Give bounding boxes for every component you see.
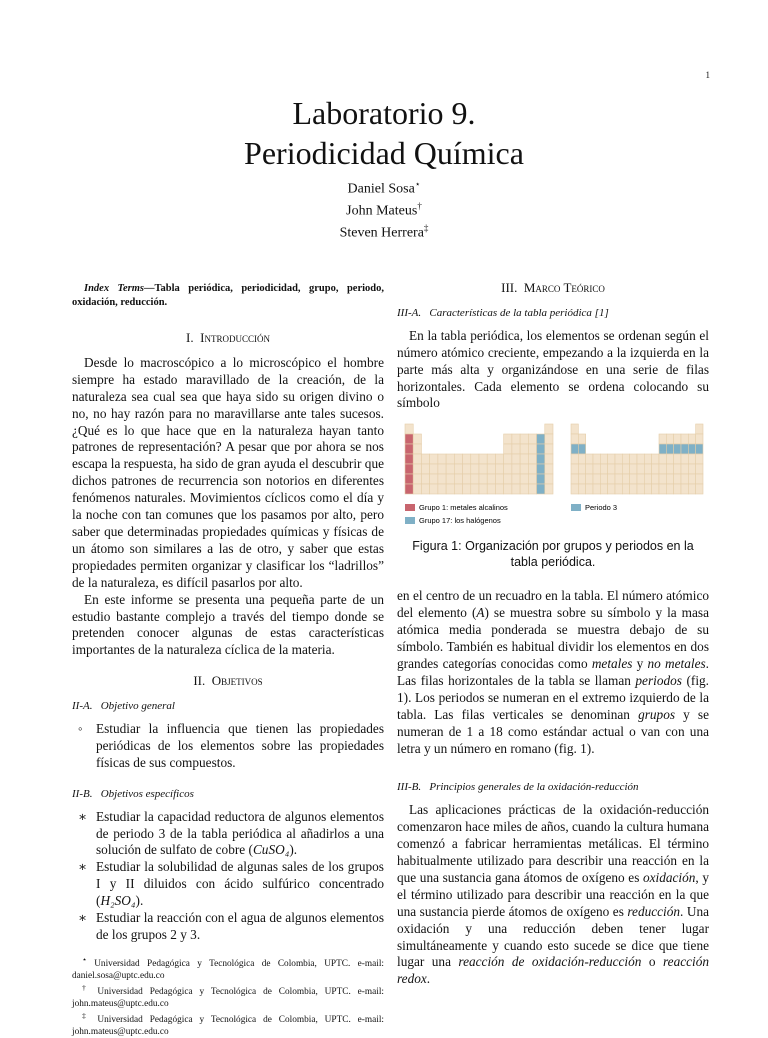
- table-cell: [504, 484, 512, 494]
- table-cell: [615, 474, 622, 484]
- table-cell: [666, 444, 673, 454]
- table-cell: [586, 474, 593, 484]
- table-cell: [512, 484, 520, 494]
- table-cell: [652, 464, 659, 474]
- table-cell: [520, 474, 528, 484]
- table-cell: [571, 454, 578, 464]
- footnote: † Universidad Pedagógica y Tecnológica de Colombia, UPTC. e-mail: john.mateus@uptc.edu.co: [72, 983, 385, 1010]
- subsection-heading-general: II-A. Objetivo general: [72, 700, 175, 713]
- subsection-heading-redox: III-B. Principios generales de la oxidación-reducción: [397, 781, 639, 794]
- table-cell: [615, 484, 622, 494]
- table-cell: [413, 434, 421, 444]
- table-cell: [681, 464, 688, 474]
- table-cell: [487, 484, 495, 494]
- table-cell: [405, 464, 413, 474]
- table-cell: [471, 474, 479, 484]
- table-cell: [637, 464, 644, 474]
- table-cell: [659, 464, 666, 474]
- table-cell: [405, 454, 413, 464]
- table-cell: [659, 484, 666, 494]
- table-cell: [520, 484, 528, 494]
- table-cell: [696, 454, 703, 464]
- figure-periodic-tables: [397, 420, 709, 530]
- table-cell: [659, 444, 666, 454]
- list-item: ∗ Estudiar la reacción con el agua de algunos elementos de los grupos 2 y 3.: [78, 910, 384, 942]
- table-cell: [666, 464, 673, 474]
- table-cell: [495, 474, 503, 484]
- subsection-heading-especificos: II-B. Objetivos específicos: [72, 787, 194, 800]
- table-cell: [571, 464, 578, 474]
- legend-swatch-period3: [571, 504, 581, 511]
- table-cell: [463, 474, 471, 484]
- table-cell: [666, 434, 673, 444]
- table-cell: [405, 424, 413, 434]
- subsection-heading-caracteristicas: III-A. Características de la tabla periódica [1]: [397, 306, 609, 319]
- table-cell: [537, 434, 545, 444]
- table-cell: [528, 434, 536, 444]
- title-line-1: Laboratorio 9.: [292, 95, 476, 131]
- table-cell: [537, 484, 545, 494]
- table-cell: [504, 444, 512, 454]
- table-cell: [696, 484, 703, 494]
- table-cell: [512, 474, 520, 484]
- table-cell: [545, 454, 553, 464]
- table-cell: [454, 484, 462, 494]
- table-cell: [520, 444, 528, 454]
- table-cell: [528, 484, 536, 494]
- table-cell: [446, 474, 454, 484]
- table-cell: [615, 454, 622, 464]
- table-cell: [446, 484, 454, 494]
- table-cell: [630, 454, 637, 464]
- table-cell: [600, 454, 607, 464]
- table-cell: [454, 474, 462, 484]
- author: Steven Herrera‡: [339, 223, 429, 241]
- table-cell: [571, 434, 578, 444]
- table-cell: [600, 484, 607, 494]
- specific-objectives-list: [72, 809, 384, 944]
- table-cell: [571, 424, 578, 434]
- table-cell: [479, 484, 487, 494]
- periodic-table-illustration: [397, 420, 709, 530]
- table-cell: [528, 464, 536, 474]
- table-cell: [495, 454, 503, 464]
- legend-label-group17: Grupo 17: los halógenos: [419, 516, 501, 526]
- table-cell: [512, 444, 520, 454]
- table-cell: [405, 434, 413, 444]
- intro-paragraph-2: En este informe se presenta una pequeña parte de un estudio bastante complejo a través del tiempo donde se pretenden conocer algunas de estas características importantes de la naturaleza cíclica de la materia.: [72, 591, 384, 658]
- table-cell: [438, 474, 446, 484]
- right-column: [397, 280, 709, 988]
- figure-caption: Figura 1: Organización por grupos y periodos en la tabla periódica.: [412, 539, 694, 570]
- table-cell: [504, 464, 512, 474]
- table-cell: [487, 474, 495, 484]
- footnote: ‡ Universidad Pedagógica y Tecnológica de Colombia, UPTC. e-mail: john.mateus@uptc.edu.co: [72, 1011, 385, 1038]
- table-cell: [487, 454, 495, 464]
- table-cell: [430, 454, 438, 464]
- table-cell: [593, 474, 600, 484]
- table-cell: [413, 454, 421, 464]
- table-cell: [681, 474, 688, 484]
- table-cell: [637, 454, 644, 464]
- table-cell: [696, 474, 703, 484]
- table-cell: [674, 444, 681, 454]
- table-cell: [520, 454, 528, 464]
- table-cell: [512, 454, 520, 464]
- table-cell: [454, 454, 462, 464]
- table-cell: [688, 464, 695, 474]
- table-cell: [688, 454, 695, 464]
- table-cell: [528, 454, 536, 464]
- table-cell: [528, 444, 536, 454]
- table-cell: [608, 464, 615, 474]
- table-cell: [545, 484, 553, 494]
- table-cell: [593, 464, 600, 474]
- table-cell: [659, 434, 666, 444]
- table-cell: [413, 484, 421, 494]
- table-cell: [438, 464, 446, 474]
- table-cell: [537, 464, 545, 474]
- table-cell: [571, 444, 578, 454]
- table-cell: [430, 464, 438, 474]
- index-terms: Index Terms—Tabla periódica, periodicidad, grupo, periodo, oxidación, reducción.: [72, 283, 384, 308]
- table-cell: [578, 454, 585, 464]
- legend-swatch-group1: [405, 504, 415, 511]
- table-cell: [600, 464, 607, 474]
- list-item: ∗ Estudiar la solubilidad de algunas sales de los grupos I y II diluidos con ácido sulfúrico concentrado (H₂SO₄).: [78, 859, 384, 909]
- footnote: ⋆ Universidad Pedagógica y Tecnológica de Colombia, UPTC. e-mail: daniel.sosa@uptc.edu.co: [72, 954, 384, 981]
- table-cell: [438, 454, 446, 464]
- table-cell: [528, 474, 536, 484]
- table-cell: [578, 444, 585, 454]
- table-cell: [471, 464, 479, 474]
- table-cell: [637, 474, 644, 484]
- table-cell: [644, 464, 651, 474]
- table-cell: [696, 424, 703, 434]
- left-column: [72, 280, 384, 1038]
- periodic-table-groups: [405, 424, 553, 494]
- table-cell: [608, 474, 615, 484]
- list-item: ∗ Estudiar la capacidad reductora de algunos elementos de periodo 3 de la tabla periódica al añadirlos a una solución de sulfato de cobre (CuSO₄).: [78, 808, 384, 858]
- table-cell: [652, 484, 659, 494]
- table-cell: [421, 474, 429, 484]
- table-cell: [512, 464, 520, 474]
- table-cell: [659, 454, 666, 464]
- table-cell: [681, 484, 688, 494]
- table-cell: [405, 474, 413, 484]
- table-cell: [421, 454, 429, 464]
- table-cell: [487, 464, 495, 474]
- table-cell: [495, 464, 503, 474]
- general-objectives-list: [72, 721, 384, 772]
- table-cell: [405, 484, 413, 494]
- table-cell: [696, 444, 703, 454]
- marco-paragraph-1: En la tabla periódica, los elementos se ordenan según el número atómico creciente, empezando a la izquierda en la parte más alta y organizándose en una serie de filas horizontales. Cada elemento se ordena colocando su símbolo: [397, 327, 709, 411]
- table-cell: [421, 484, 429, 494]
- table-cell: [688, 474, 695, 484]
- legend-label-period3: Periodo 3: [585, 503, 618, 513]
- table-cell: [593, 454, 600, 464]
- redox-paragraph: Las aplicaciones prácticas de la oxidación-reducción comenzaron hace miles de años, cuando la cultura humana comenzó a fabricar herramientas metálicas. El término habitualmente utilizado para describir una reacción en la que una sustancia gana átomos de oxígeno es oxidación, y el término utilizado para describir una reacción en la que una sustancia pierde átomos de oxígeno es reducción. Una oxidación y una reducción deben tener lugar simultáneamente y cuando esto sucede se dice que tiene lugar una reacción de oxidación-reducción o reacción redox.: [397, 802, 710, 987]
- table-cell: [413, 474, 421, 484]
- table-cell: [608, 484, 615, 494]
- footnotes: [72, 954, 384, 1038]
- table-cell: [681, 444, 688, 454]
- table-cell: [674, 434, 681, 444]
- table-cell: [630, 484, 637, 494]
- table-cell: [578, 484, 585, 494]
- table-cell: [674, 454, 681, 464]
- table-cell: [571, 474, 578, 484]
- table-cell: [674, 484, 681, 494]
- table-cell: [622, 464, 629, 474]
- table-cell: [479, 454, 487, 464]
- table-cell: [666, 454, 673, 464]
- table-cell: [438, 484, 446, 494]
- table-cell: [571, 484, 578, 494]
- author: Daniel Sosa⋆: [347, 179, 421, 197]
- table-cell: [696, 434, 703, 444]
- table-cell: [696, 464, 703, 474]
- section-heading-objetivos: II. Objetivos: [193, 673, 263, 689]
- table-cell: [463, 464, 471, 474]
- legend-label-group1: Grupo 1: metales alcalinos: [419, 503, 508, 513]
- table-cell: [413, 464, 421, 474]
- table-cell: [405, 444, 413, 454]
- table-cell: [545, 464, 553, 474]
- table-cell: [520, 464, 528, 474]
- table-cell: [495, 484, 503, 494]
- paper-title: [0, 93, 768, 173]
- table-cell: [430, 484, 438, 494]
- table-cell: [652, 454, 659, 464]
- table-cell: [537, 474, 545, 484]
- table-cell: [537, 444, 545, 454]
- table-cell: [578, 434, 585, 444]
- table-cell: [463, 484, 471, 494]
- table-cell: [600, 474, 607, 484]
- table-cell: [545, 474, 553, 484]
- table-cell: [615, 464, 622, 474]
- table-cell: [688, 444, 695, 454]
- table-cell: [430, 474, 438, 484]
- table-cell: [446, 454, 454, 464]
- table-cell: [586, 464, 593, 474]
- author-list: [0, 176, 768, 242]
- marco-paragraph-2: en el centro de un recuadro en la tabla. El número atómico del elemento (A) se muestra sobre su símbolo y la masa atómica media ponderada se muestra debajo de su símbolo. También es habitual dividir los elementos en dos grandes categorías conocidas como metales y no metales. Las filas horizontales de la tabla se llaman periodos (fig. 1). Los periodos se numeran en el extremo izquierdo de la tabla. Las filas verticales se denominan grupos y se numeran de 1 a 18 como estándar actual o van con una letra y un número en romano (fig. 1).: [397, 588, 709, 756]
- section-heading-intro: I. Introducción: [186, 330, 270, 345]
- page-number: 1: [705, 70, 710, 80]
- table-cell: [446, 464, 454, 474]
- table-cell: [622, 484, 629, 494]
- table-cell: [537, 454, 545, 464]
- table-cell: [586, 484, 593, 494]
- table-cell: [622, 454, 629, 464]
- table-cell: [413, 444, 421, 454]
- table-cell: [688, 434, 695, 444]
- table-cell: [622, 474, 629, 484]
- table-cell: [454, 464, 462, 474]
- table-cell: [630, 464, 637, 474]
- table-cell: [504, 454, 512, 464]
- table-cell: [471, 484, 479, 494]
- section-heading-marco: III. Marco Teórico: [501, 280, 605, 295]
- intro-paragraph-1: Desde lo macroscópico a lo microscópico el hombre siempre ha estado maravillado de la creación, de la naturaleza sea cual sea que haya sido su origen divino o no, no hay razón para no maravillarse ante tales sucesos. ¿Qué es lo que hace que en la naturaleza hayan tanto patrones de representación? A pesar que por ahora se nos escapa la respuesta, ha sido de gran ayuda el descubrir que dichos patrones de recurrencia son notorios en diferentes fenómenos naturales. Movimientos cíclicos como el día y la noche con tan comunes que los pasamos por alto, pero saber que determinadas propiedades químicas y físicas de un átomo son similares a las de otro, y saber que estas propiedades permiten organizar y clasificar los “ladrillos” de la naturaleza, es difícil pasarlos por alto.: [72, 354, 384, 590]
- periodic-table-periods: [571, 424, 703, 494]
- table-cell: [520, 434, 528, 444]
- table-cell: [652, 474, 659, 484]
- table-cell: [545, 444, 553, 454]
- table-cell: [586, 454, 593, 464]
- table-cell: [674, 474, 681, 484]
- table-cell: [593, 484, 600, 494]
- list-item: ◦ Estudiar la influencia que tienen las propiedades periódicas de los elementos sobre las propiedades físicas de sus compuestos.: [78, 721, 384, 770]
- table-cell: [644, 484, 651, 494]
- table-cell: [479, 464, 487, 474]
- table-cell: [421, 464, 429, 474]
- table-cell: [644, 474, 651, 484]
- table-cell: [659, 474, 666, 484]
- table-cell: [578, 464, 585, 474]
- table-cell: [504, 474, 512, 484]
- table-cell: [666, 484, 673, 494]
- table-cell: [688, 484, 695, 494]
- table-cell: [644, 454, 651, 464]
- author: John Mateus†: [346, 201, 422, 219]
- table-cell: [545, 424, 553, 434]
- table-cell: [545, 434, 553, 444]
- table-cell: [630, 474, 637, 484]
- table-cell: [666, 474, 673, 484]
- table-cell: [608, 454, 615, 464]
- table-cell: [578, 474, 585, 484]
- table-cell: [463, 454, 471, 464]
- table-cell: [479, 474, 487, 484]
- table-cell: [674, 464, 681, 474]
- table-cell: [512, 434, 520, 444]
- legend-swatch-group17: [405, 517, 415, 524]
- table-cell: [637, 484, 644, 494]
- table-cell: [681, 454, 688, 464]
- table-cell: [681, 434, 688, 444]
- table-cell: [504, 434, 512, 444]
- table-cell: [471, 454, 479, 464]
- title-line-2: Periodicidad Química: [244, 135, 524, 171]
